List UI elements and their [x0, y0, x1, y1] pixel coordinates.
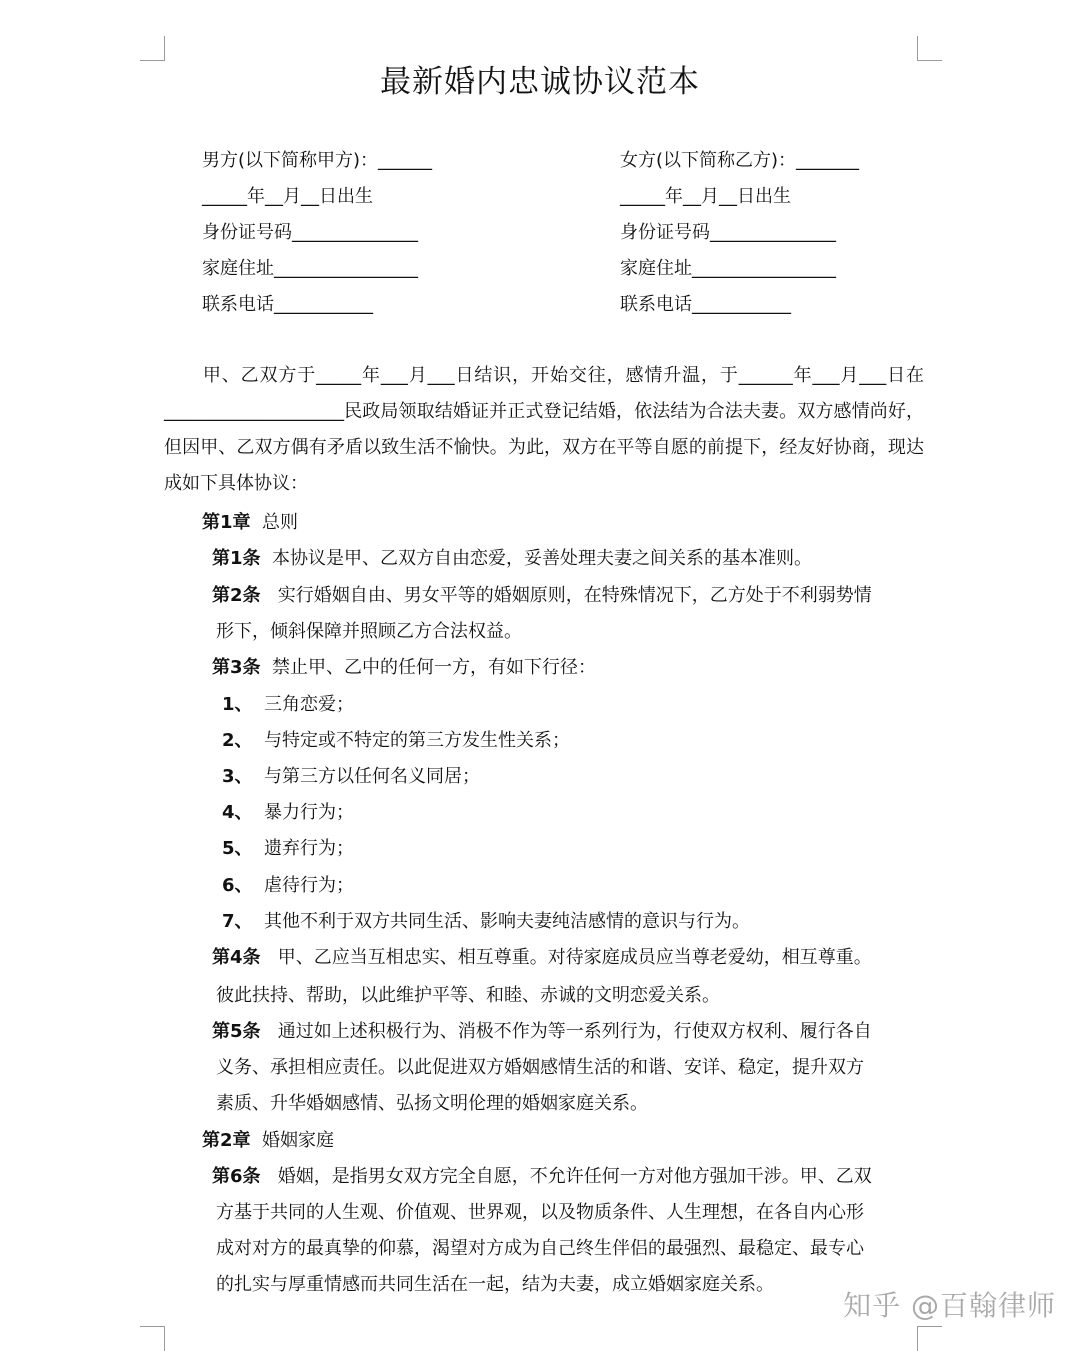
article-6-line-1: 第6条 婚姻，是指男女双方完全自愿，不允许任何一方对他方强加干涉。甲、乙双	[212, 1166, 872, 1187]
list-item: 4、 暴力行为；	[222, 802, 354, 823]
article-2-line-2: 形下，倾斜保障并照顾乙方合法权益。	[216, 621, 522, 642]
article-5-line-3: 素质、升华婚姻感情、弘扬文明伦理的婚姻家庭关系。	[216, 1093, 648, 1114]
list-item: 3、 与第三方以任何名义同居；	[222, 766, 480, 787]
article-3: 第3条 禁止甲、乙中的任何一方，有如下行径：	[212, 657, 596, 678]
article-6-line-4: 的扎实与厚重情感而共同生活在一起，结为夫妻，成立婚姻家庭关系。	[216, 1274, 774, 1295]
article-5-line-1: 第5条 通过如上述积极行为、消极不作为等一系列行为，行使双方权利、履行各自	[212, 1021, 872, 1042]
male-id-field: 身份证号码______________	[202, 222, 418, 243]
crop-mark-bottom-left	[140, 1326, 165, 1351]
list-item: 5、 遗弃行为；	[222, 838, 354, 859]
male-name-field: 男方(以下简称甲方)：______	[202, 150, 433, 171]
chapter-2-heading: 第2章 婚姻家庭	[202, 1130, 334, 1151]
list-item: 1、 三角恋爱；	[222, 694, 354, 715]
list-item: 2、 与特定或不特定的第三方发生性关系；	[222, 730, 570, 751]
list-item: 6、 虐待行为；	[222, 875, 354, 896]
female-birth-field: _____年__月__日出生	[620, 186, 791, 207]
zhihu-watermark: 知乎 @百翰律师	[843, 1289, 1056, 1322]
female-phone-field: 联系电话___________	[620, 294, 791, 315]
female-address-field: 家庭住址________________	[620, 258, 836, 279]
article-5-line-2: 义务、承担相应责任。以此促进双方婚姻感情生活的和谐、安详、稳定，提升双方	[216, 1057, 864, 1078]
article-4-line-2: 彼此扶持、帮助，以此维护平等、和睦、赤诚的文明恋爱关系。	[216, 985, 720, 1006]
article-2-line-1: 第2条 实行婚姻自由、男女平等的婚姻原则，在特殊情况下，乙方处于不利弱势情	[212, 585, 872, 606]
page-title: 最新婚内忠诚协议范本	[380, 64, 700, 100]
male-address-field: 家庭住址________________	[202, 258, 418, 279]
article-4-line-1: 第4条 甲、乙应当互相忠实、相互尊重。对待家庭成员应当尊老爱幼，相互尊重。	[212, 947, 872, 968]
crop-mark-bottom-right	[917, 1326, 942, 1351]
intro-paragraph: 甲、乙双方于_____年___月___日结识，开始交往，感情升温，于______年___月___日在____________________民政局领取结婚证并正式登记结婚，依法结为合法夫妻。双方感情尚好，但因甲、乙双方偶有矛盾以致生活不愉快。为此，双方在平等自愿的前提下，经友好协商，现达成如下具体协议：	[164, 365, 924, 494]
male-phone-field: 联系电话___________	[202, 294, 373, 315]
article-6-line-2: 方基于共同的人生观、价值观、世界观，以及物质条件、人生理想，在各自内心形	[216, 1202, 864, 1223]
female-name-field: 女方(以下简称乙方)：_______	[620, 150, 860, 171]
male-birth-field: _____年__月__日出生	[202, 186, 373, 207]
article-1: 第1条 本协议是甲、乙双方自由恋爱，妥善处理夫妻之间关系的基本准则。	[212, 548, 812, 569]
list-item: 7、 其他不利于双方共同生活、影响夫妻纯洁感情的意识与行为。	[222, 911, 750, 932]
female-id-field: 身份证号码______________	[620, 222, 836, 243]
chapter-1-heading: 第1章 总则	[202, 512, 298, 533]
article-6-line-3: 成对对方的最真挚的仰慕，渴望对方成为自己终生伴侣的最强烈、最稳定、最专心	[216, 1238, 864, 1259]
